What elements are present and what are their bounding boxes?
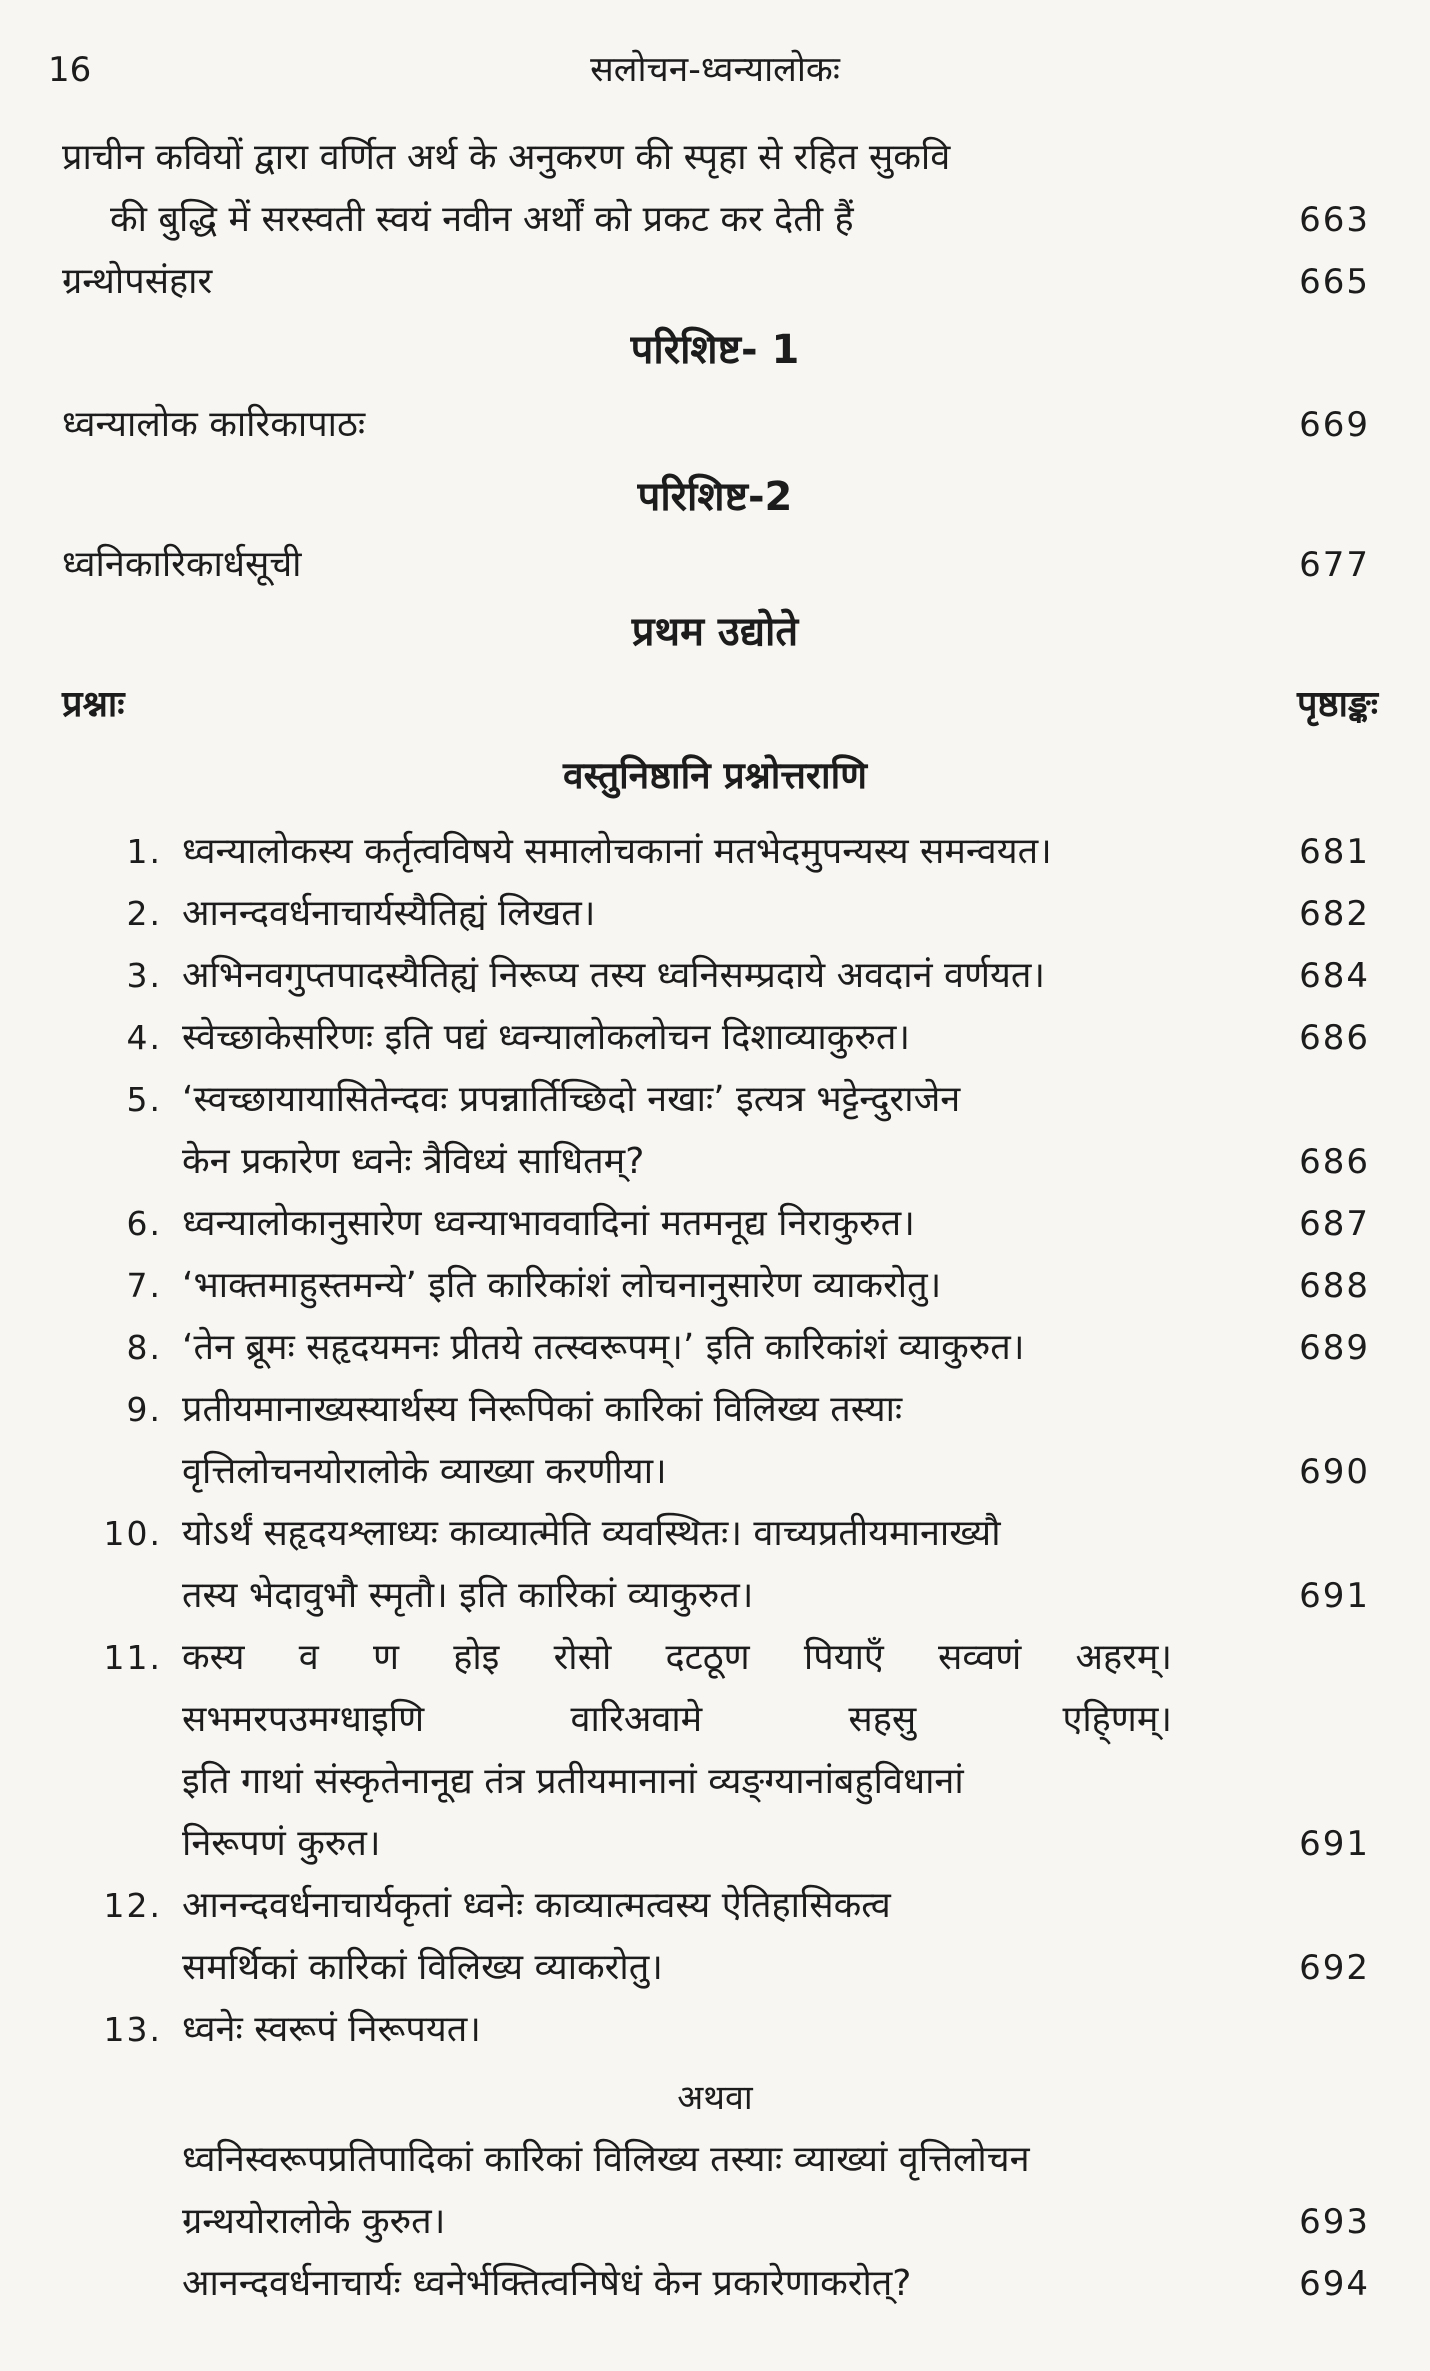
question-text-line: ‘भाक्तमाहुस्तमन्ये’ इति कारिकांशं लोचनानुसारेण व्याकरोतु। [182, 1265, 942, 1306]
question-text-line: ‘तेन ब्रूमः सहृदयमनः प्रीतये तत्स्वरूपम्।’ इति कारिकांशं व्याकुरुत। [182, 1327, 1025, 1368]
appendix-2-entry: ध्वनिकारिकार्धसूची [62, 544, 302, 585]
appendix-1-heading: परिशिष्ट- 1 [630, 327, 800, 373]
question-text-line: अभिनवगुप्तपादस्यैतिह्यं निरूप्य तस्य ध्वनिसम्प्रदाये अवदानं वर्णयत। [182, 955, 1046, 996]
question-number: 8. [126, 1328, 162, 1367]
question-page-number: 681 [1299, 832, 1370, 872]
question-number: 6. [126, 1204, 162, 1243]
intro-line-3: ग्रन्थोपसंहार [62, 261, 213, 302]
question-text-line: आनन्दवर्धनाचार्यस्यैतिह्यं लिखत। [182, 893, 596, 934]
question-number: 9. [126, 1390, 162, 1429]
question-page-number: 686 [1299, 1018, 1370, 1058]
question-text-line: समर्थिकां कारिकां विलिख्य व्याकरोतु। [182, 1947, 663, 1988]
subsection-heading: वस्तुनिष्ठानि प्रश्नोत्तराणि [563, 754, 867, 797]
question-number: 4. [126, 1018, 162, 1057]
alternate-text-line: ध्वनिस्वरूपप्रतिपादिकां कारिकां विलिख्य तस्याः व्याख्यां वृत्तिलोचन [182, 2139, 1030, 2180]
question-page-number: 692 [1299, 1948, 1370, 1988]
question-text-line: तस्य भेदावुभौ स्मृतौ। इति कारिकां व्याकुरुत। [182, 1575, 754, 1616]
question-text-line: ‘स्वच्छायायासितेन्दवः प्रपन्नार्तिच्छिदो नखाः’ इत्यत्र भट्टेन्दुराजेन [182, 1079, 961, 1120]
question-number: 10. [103, 1514, 162, 1553]
intro-line-1: प्राचीन कवियों द्वारा वर्णित अर्थ के अनुकरण की स्पृहा से रहित सुकवि [62, 137, 951, 178]
intro-page-1: 663 [1299, 200, 1370, 240]
question-number: 11. [103, 1638, 162, 1677]
appendix-1-page: 669 [1299, 405, 1370, 445]
question-text-line: ध्वन्यालोकानुसारेण ध्वन्याभाववादिनां मतमनूद्य निराकुरुत। [182, 1203, 915, 1244]
question-page-number: 691 [1299, 1576, 1370, 1616]
appendix-1-entry: ध्वन्यालोक कारिकापाठः [62, 404, 366, 445]
question-text-line: स्वेच्छाकेसरिणः इति पद्यं ध्वन्यालोकलोचन दिशाव्याकुरुत। [182, 1017, 911, 1058]
appendix-2-page: 677 [1299, 545, 1370, 585]
question-page-number: 689 [1299, 1328, 1370, 1368]
question-text-line: केन प्रकारेण ध्वनेः त्रैविध्यं साधितम्? [182, 1141, 645, 1182]
intro-line-2: की बुद्धि में सरस्वती स्वयं नवीन अर्थों को प्रकट कर देती हैं [110, 199, 854, 240]
appendix-2-heading: परिशिष्ट-2 [637, 474, 793, 520]
athava-label: अथवा [677, 2078, 753, 2118]
section-heading: प्रथम उद्योते [631, 609, 799, 655]
column-head-page: पृष्ठाङ्कः [1296, 684, 1378, 725]
question-page-number: 691 [1299, 1824, 1370, 1864]
alternate-text-line: आनन्दवर्धनाचार्यः ध्वनेर्भक्तित्वनिषेधं केन प्रकारेणाकरोत्? [182, 2263, 912, 2304]
question-page-number: 682 [1299, 894, 1370, 934]
question-text-line: आनन्दवर्धनाचार्यकृतां ध्वनेः काव्यात्मत्वस्य ऐतिहासिकत्व [182, 1885, 891, 1926]
question-page-number: 688 [1299, 1266, 1370, 1306]
question-text-line: इति गाथां संस्कृतेनानूद्य तंत्र प्रतीयमानानां व्यङ्ग्यानांबहुविधानां [182, 1761, 964, 1802]
question-number: 1. [126, 832, 162, 871]
question-text-line: वृत्तिलोचनयोरालोके व्याख्या करणीया। [182, 1451, 667, 1492]
question-number: 7. [126, 1266, 162, 1305]
question-text-line: ध्वन्यालोकस्य कर्तृत्वविषये समालोचकानां मतभेदमुपन्यस्य समन्वयत। [182, 831, 1052, 872]
question-text-line: ध्वनेः स्वरूपं निरूपयत। [182, 2009, 481, 2050]
intro-page-2: 665 [1299, 262, 1370, 302]
question-text-line: निरूपणं कुरुत। [182, 1823, 381, 1864]
question-page-number: 686 [1299, 1142, 1370, 1182]
question-page-number: 687 [1299, 1204, 1370, 1244]
question-text-line: कस्य व ण होइ रोसो दटठूण पियाएँ सव्वणं अहरम्। [182, 1637, 1172, 1678]
question-page-number: 684 [1299, 956, 1370, 996]
question-number: 12. [103, 1886, 162, 1925]
page-number: 16 [48, 50, 92, 90]
alternate-text-line: ग्रन्थयोरालोके कुरुत। [182, 2201, 446, 2242]
question-page-number: 690 [1299, 1452, 1370, 1492]
question-text-line: प्रतीयमानाख्यस्यार्थस्य निरूपिकां कारिकां विलिख्य तस्याः [182, 1389, 903, 1430]
question-number: 3. [126, 956, 162, 995]
question-text-line: योऽर्थं सहृदयश्लाध्यः काव्यात्मेति व्यवस्थितः। वाच्यप्रतीयमानाख्यौ [182, 1513, 1001, 1554]
question-number: 2. [126, 894, 162, 933]
question-number: 5. [126, 1080, 162, 1119]
running-title: सलोचन-ध्वन्यालोकः [590, 50, 840, 90]
question-text-line: सभमरपउमग्धाइणि वारिअवामे सहसु एहि्णम्। [182, 1699, 1172, 1740]
alternate-page-number: 694 [1299, 2264, 1370, 2304]
question-number: 13. [103, 2010, 162, 2049]
alternate-page-number: 693 [1299, 2202, 1370, 2242]
column-head-questions: प्रश्नाः [62, 684, 125, 725]
